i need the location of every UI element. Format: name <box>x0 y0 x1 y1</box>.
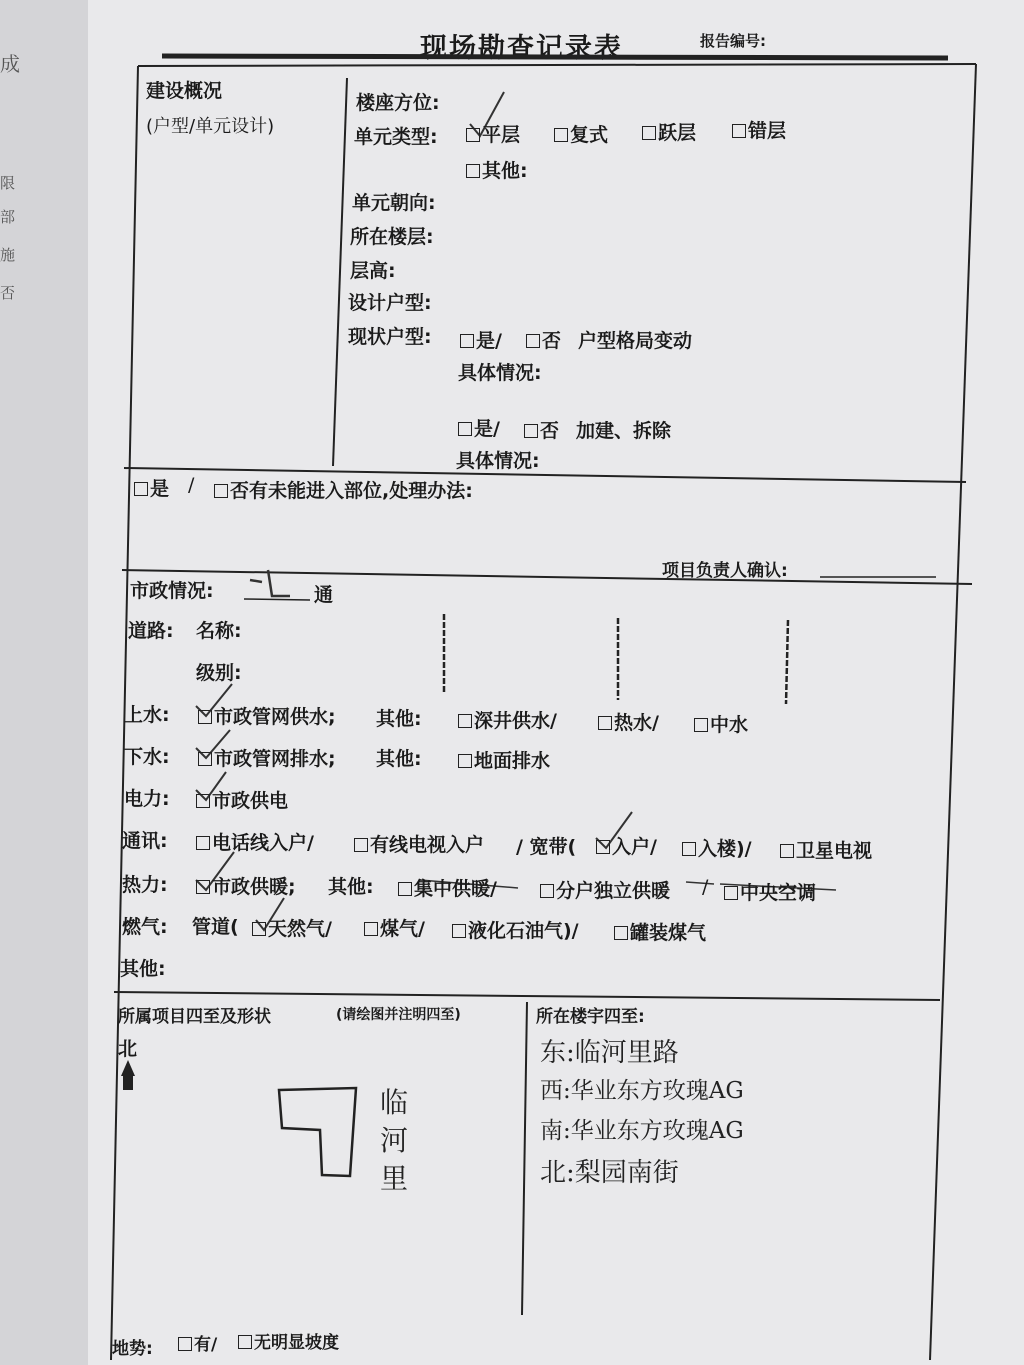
option-split-level[interactable]: 错层 <box>732 116 786 143</box>
checkbox-icon <box>732 124 746 138</box>
checkbox-icon <box>598 716 612 730</box>
edge-text: 限 <box>0 174 16 192</box>
edge-text: 成 <box>0 52 20 76</box>
option-duplex[interactable]: 复式 <box>554 120 608 147</box>
checkbox-icon <box>642 126 656 140</box>
option-broadband-building[interactable]: 入楼)/ <box>682 834 752 861</box>
checkbox-icon <box>354 838 368 852</box>
option-satellite-tv[interactable]: 卫星电视 <box>780 836 872 863</box>
sketch-label: 临 河 里 <box>380 1086 409 1195</box>
option-inaccessible-no[interactable]: 否有未能进入部位,处理办法: <box>214 476 473 503</box>
checkbox-icon <box>134 482 148 496</box>
checkbox-icon <box>198 710 212 724</box>
option-central-ac[interactable]: 中央空调 <box>724 878 816 905</box>
option-cable-tv[interactable]: 有线电视入户 <box>354 830 484 857</box>
label-design-layout: 设计户型: <box>348 292 432 314</box>
label-unit-type: 单元类型: <box>354 126 438 148</box>
option-municipal-power[interactable]: 市政供电 <box>196 786 288 813</box>
label-communication: 通讯: <box>122 830 168 852</box>
boundary-west: 西:华业东方玫瑰AG <box>540 1078 744 1104</box>
label-other-utilities: 其他: <box>120 958 166 980</box>
label-terrain: 地势: <box>112 1339 153 1359</box>
option-addition-yes[interactable]: 是/ <box>458 414 500 441</box>
label-detail-2: 具体情况: <box>456 450 540 472</box>
checkbox-icon <box>458 754 472 768</box>
option-natural-gas[interactable]: 天然气/ <box>252 914 332 941</box>
option-hot-water[interactable]: 热水/ <box>598 708 659 735</box>
label-broadband: / 宽带( <box>516 836 577 858</box>
option-lpg[interactable]: 液化石油气)/ <box>452 916 579 943</box>
option-loft[interactable]: 跃层 <box>642 118 696 145</box>
section-title-building-boundaries: 所在楼宇四至: <box>536 1007 645 1027</box>
label-gas: 燃气: <box>122 916 168 938</box>
checkbox-icon <box>524 424 538 438</box>
option-bottled-gas[interactable]: 罐装煤气 <box>614 918 706 945</box>
report-number-label: 报告编号: <box>700 32 766 50</box>
option-municipal-heating[interactable]: 市政供暖; <box>196 872 296 899</box>
edge-text: 施 <box>0 246 16 264</box>
label-heating-other: 其他: <box>328 876 374 898</box>
boundary-north: 北:梨园南街 <box>540 1158 679 1188</box>
checkbox-icon <box>614 926 628 940</box>
option-addition-no[interactable]: 否 <box>524 416 559 443</box>
label-water-other: 其他: <box>376 708 422 730</box>
label-municipal: 市政情况: <box>130 580 214 602</box>
option-other-unit[interactable]: 其他: <box>466 156 528 183</box>
checkbox-icon <box>780 844 794 858</box>
north-label: 北 <box>118 1038 138 1060</box>
label-floor: 所在楼层: <box>350 226 434 248</box>
label-building-orientation: 楼座方位: <box>356 92 440 114</box>
option-layout-yes[interactable]: 是/ <box>460 326 502 353</box>
label-drainage-other: 其他: <box>376 748 422 770</box>
label-drainage: 下水: <box>124 746 170 768</box>
option-layout-no[interactable]: 否 <box>526 326 561 353</box>
option-coal-gas[interactable]: 煤气/ <box>364 914 425 941</box>
separator: / <box>702 876 709 898</box>
checkbox-icon <box>214 484 228 498</box>
checkbox-icon <box>252 922 266 936</box>
option-broadband-home[interactable]: 入户/ <box>596 832 657 859</box>
option-individual-heating[interactable]: 分户独立供暖 <box>540 876 670 903</box>
checkbox-icon <box>178 1337 192 1351</box>
checkbox-icon <box>596 840 610 854</box>
option-deep-well[interactable]: 深井供水/ <box>458 706 557 733</box>
checkbox-icon <box>540 884 554 898</box>
form-title: 现场勘查记录表 <box>420 33 623 64</box>
checkbox-icon <box>398 882 412 896</box>
checkbox-icon <box>364 922 378 936</box>
option-municipal-water[interactable]: 市政管网供水; <box>198 702 336 729</box>
label-road-name: 名称: <box>196 620 242 642</box>
option-terrain-flat[interactable]: 无明显坡度 <box>238 1328 339 1353</box>
edge-text: 否 <box>0 284 16 302</box>
option-inaccessible-yes[interactable]: 是 <box>134 474 169 501</box>
checkbox-icon <box>196 836 210 850</box>
checkbox-icon <box>466 164 480 178</box>
checkbox-icon <box>198 752 212 766</box>
option-flat[interactable]: 平层 <box>466 120 520 147</box>
checkbox-icon <box>458 422 472 436</box>
section-subtitle-building: (户型/单元设计) <box>146 116 275 137</box>
label-road: 道路: <box>128 620 174 642</box>
option-municipal-drainage[interactable]: 市政管网排水; <box>198 744 336 771</box>
option-phone-line[interactable]: 电话线入户/ <box>196 828 314 855</box>
section-title-boundaries: 所属项目四至及形状 <box>118 1007 271 1027</box>
checkbox-icon <box>452 924 466 938</box>
option-reclaimed-water[interactable]: 中水 <box>694 710 748 737</box>
option-surface-drainage[interactable]: 地面排水 <box>458 746 550 773</box>
label-heating: 热力: <box>122 874 168 896</box>
option-central-heating[interactable]: 集中供暖/ <box>398 874 497 901</box>
label-power: 电力: <box>124 788 170 810</box>
checkbox-icon <box>526 334 540 348</box>
checkbox-icon <box>554 128 568 142</box>
checkbox-icon <box>460 334 474 348</box>
section-title-building: 建设概况 <box>146 80 223 102</box>
label-detail-1: 具体情况: <box>458 362 542 384</box>
label-project-lead-confirm: 项目负责人确认: <box>662 561 788 581</box>
checkbox-icon <box>196 794 210 808</box>
label-road-level: 级别: <box>196 662 242 684</box>
label-gas-pipe: 管道( <box>192 916 239 938</box>
label-water-supply: 上水: <box>124 704 170 726</box>
boundary-east: 东:临河里路 <box>540 1038 679 1068</box>
checkbox-icon <box>724 886 738 900</box>
boundary-south: 南:华业东方玫瑰AG <box>540 1118 744 1144</box>
checkbox-icon <box>196 880 210 894</box>
edge-text: 部 <box>0 208 16 226</box>
note-draw-boundaries: (请绘图并注明四至) <box>336 1007 461 1023</box>
checkbox-icon <box>694 718 708 732</box>
checkbox-icon <box>682 842 696 856</box>
checkbox-icon <box>238 1335 252 1349</box>
label-floor-height: 层高: <box>350 260 396 282</box>
checkbox-icon <box>466 128 480 142</box>
option-terrain-yes[interactable]: 有/ <box>178 1330 217 1355</box>
label-layout-change: 户型格局变动 <box>578 330 693 352</box>
label-current-layout: 现状户型: <box>348 326 432 348</box>
checkbox-icon <box>458 714 472 728</box>
label-add-demolish: 加建、拆除 <box>576 420 672 442</box>
label-unit-orientation: 单元朝向: <box>352 192 436 214</box>
label-municipal-suffix: 通 <box>314 584 334 606</box>
